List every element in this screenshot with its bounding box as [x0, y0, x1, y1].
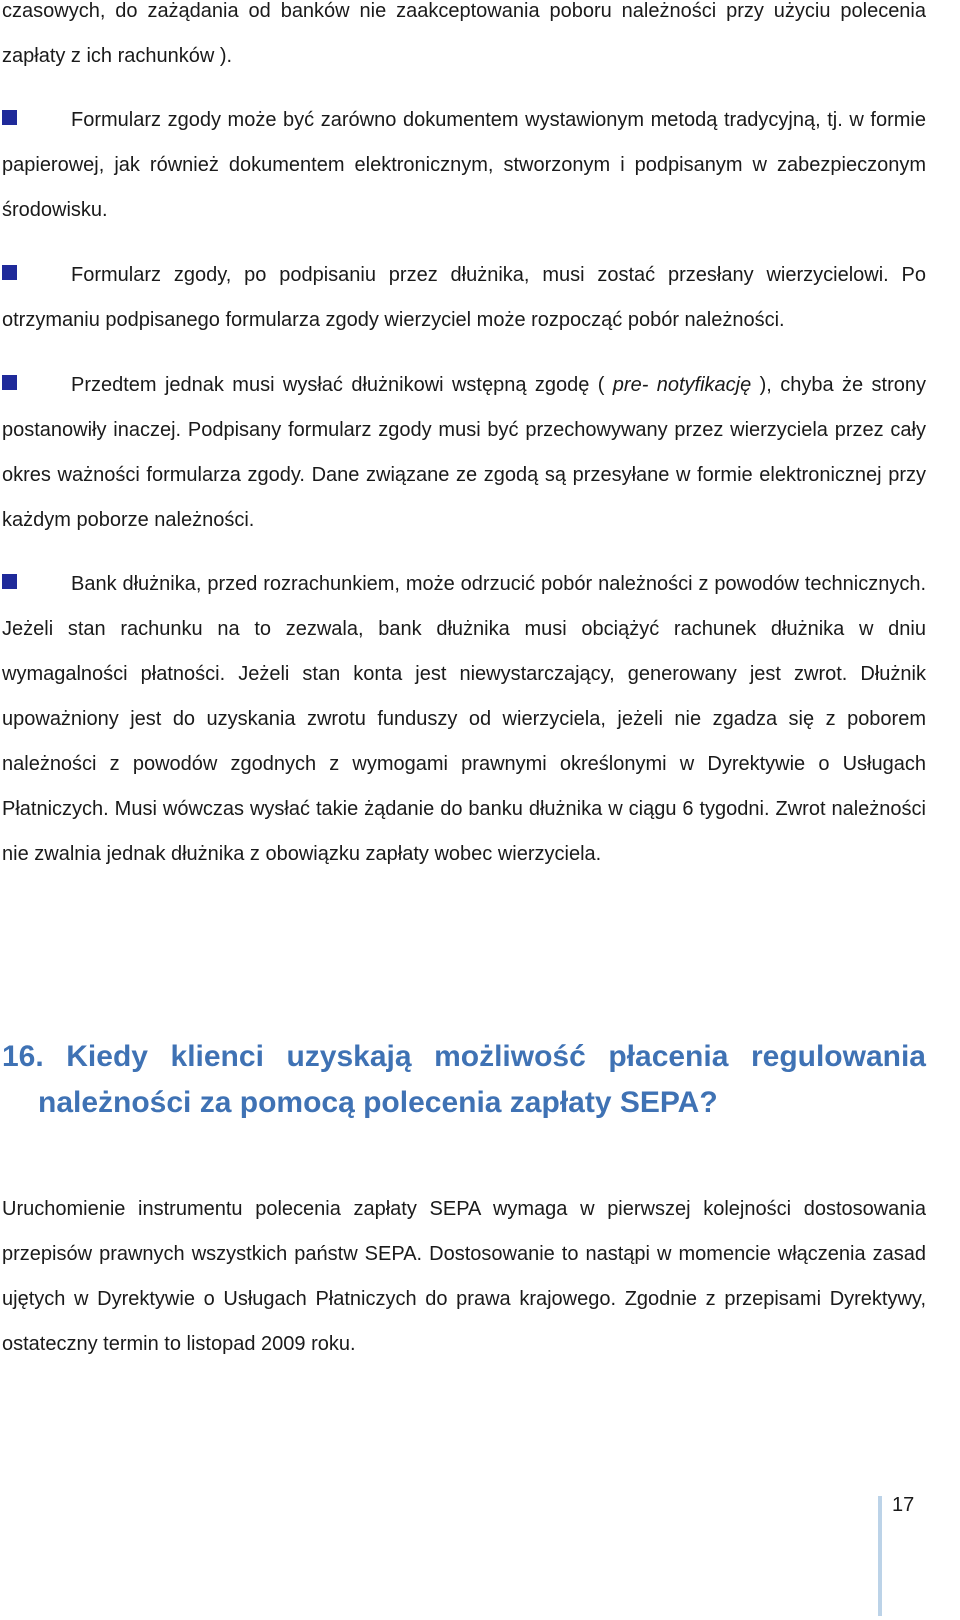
- square-bullet-icon: [2, 110, 17, 125]
- heading-word: regulowania: [750, 1040, 926, 1073]
- bullet-paragraph-pre-notification: [2, 363, 926, 543]
- square-bullet-icon: [2, 265, 17, 280]
- paragraph-text: Bank dłużnika, przed rozrachunkiem, może odrzucić pobór należności z powodów technicznych. Jeżeli stan rachunku na to zezwala, bank dłużnika musi obciążyć rachunek dłużnika w dniu wymagalności płatności. Jeżeli stan konta jest niewystarczający, generowany jest zwrot. Dłużnik upoważniony jest do uzyskania zwrotu funduszy od wierzyciela, jeżeli nie zgadza się z poborem należności z powodów zgodnych z wymogami prawnymi określonymi w Dyrektywie o Usługach Płatniczych. Musi wówczas wysłać takie żądanie do banku dłużnika w ciągu 6 tygodni. Zwrot należności nie zwalnia jednak dłużnika z obowiązku zapłaty wobec wierzyciela.: [2, 573, 926, 865]
- square-bullet-icon: [2, 574, 17, 589]
- section-heading: [2, 1034, 926, 1126]
- paragraph-continuation: [2, 0, 926, 79]
- heading-word: uzyskają: [286, 1040, 412, 1073]
- paragraph-text-start: Przedtem jednak musi wysłać dłużnikowi wstępną zgodę (: [71, 374, 613, 396]
- footer-divider: [878, 1496, 882, 1616]
- bullet-paragraph-signed-form: [2, 253, 926, 343]
- paragraph-text: Uruchomienie instrumentu polecenia zapłaty SEPA wymaga w pierwszej kolejności dostosowania przepisów prawnych wszystkich państw SEPA. Dostosowanie to nastąpi w momencie włączenia zasad ujętych w Dyrektywie o Usługach Płatniczych do prawa krajowego. Zgodnie z przepisami Dyrektywy, ostateczny termin to listopad 2009 roku.: [2, 1198, 926, 1355]
- heading-word: możliwość: [434, 1040, 586, 1073]
- paragraph-text: czasowych, do zażądania od banków nie zaakceptowania poboru należności przy użyciu polecenia zapłaty z ich rachunków ).: [2, 0, 926, 67]
- bullet-paragraph-form-type: [2, 98, 926, 233]
- paragraph-sepa-launch: [2, 1187, 926, 1367]
- heading-word: Kiedy: [66, 1040, 148, 1073]
- paragraph-text: Formularz zgody, po podpisaniu przez dłużnika, musi zostać przesłany wierzycielowi. Po otrzymaniu podpisanego formularza zgody wierzyciel może rozpocząć pobór należności.: [2, 264, 926, 331]
- bullet-paragraph-debtor-bank: [2, 562, 926, 877]
- heading-word: klienci: [170, 1040, 264, 1073]
- paragraph-text-end: ), chyba że strony postanowiły inaczej. Podpisany formularz zgody musi być przechowywany przez wierzyciela przez cały okres ważności formularza zgody. Dane związane ze zgodą są przesyłane w formie elektronicznej przy każdym poborze należności.: [2, 374, 926, 531]
- square-bullet-icon: [2, 375, 17, 390]
- heading-word: płacenia: [608, 1040, 729, 1073]
- section-heading-line-1: [2, 1034, 926, 1080]
- paragraph-text-italic: pre- notyfikację: [612, 374, 752, 396]
- paragraph-text: Formularz zgody może być zarówno dokumentem wystawionym metodą tradycyjną, tj. w formie papierowej, jak również dokumentem elektronicznym, stworzonym i podpisanym w zabezpieczonym środowisku.: [2, 109, 926, 221]
- section-number: 16.: [2, 1040, 44, 1073]
- section-heading-line-2: należności za pomocą polecenia zapłaty SEPA?: [38, 1086, 718, 1119]
- page-number: 17: [892, 1494, 915, 1516]
